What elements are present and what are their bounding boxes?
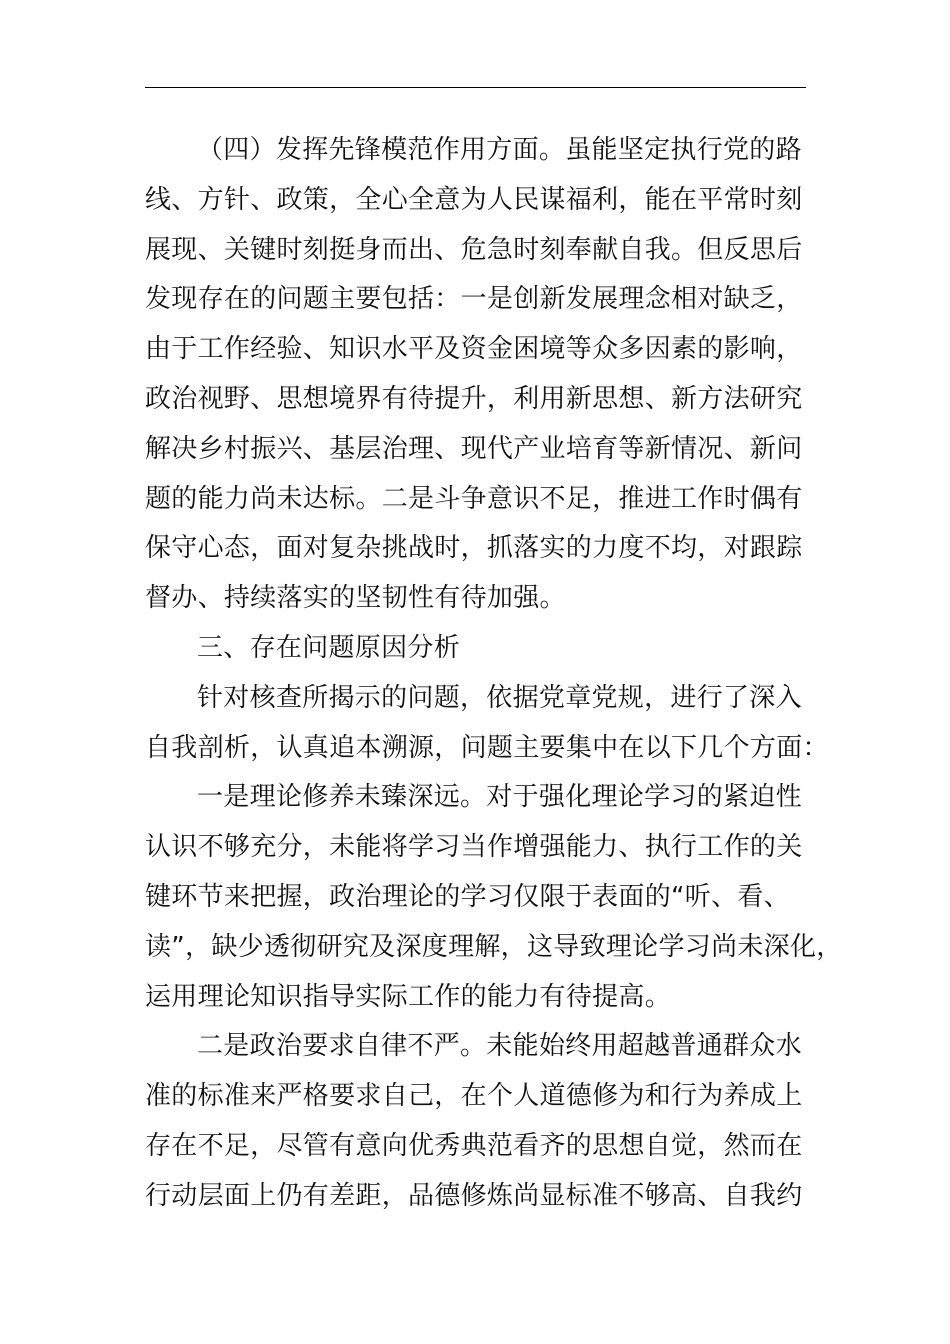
- para-line: 存在不足，尽管有意向优秀典范看齐的思想自觉，然而在: [145, 1130, 803, 1161]
- para-line: 政治视野、思想境界有待提升，利用新思想、新方法研究: [145, 383, 803, 414]
- para-line: 一是理论修养未臻深远。对于强化理论学习的紧迫性: [197, 782, 802, 813]
- para-line: 保守心态，面对复杂挑战时，抓落实的力度不均，对跟踪: [145, 533, 803, 564]
- header-rule: [145, 87, 806, 88]
- para-line: 解决乡村振兴、基层治理、现代产业培育等新情况、新问: [145, 433, 803, 464]
- para-line: 运用理论知识指导实际工作的能力有待提高。: [145, 981, 672, 1012]
- para-line: 督办、持续落实的坚韧性有待加强。: [145, 583, 566, 614]
- para-line: 发现存在的问题主要包括：一是创新发展理念相对缺乏，: [145, 284, 803, 315]
- para-line: 展现、关键时刻挺身而出、危急时刻奉献自我。但反思后: [145, 234, 803, 265]
- para-line: 由于工作经验、知识水平及资金困境等众多因素的影响，: [145, 334, 803, 365]
- para-line: 行动层面上仍有差距，品德修炼尚显标准不够高、自我约: [145, 1180, 803, 1211]
- para-line: 题的能力尚未达标。二是斗争意识不足，推进工作时偶有: [145, 483, 803, 514]
- para-line: 二是政治要求自律不严。未能始终用超越普通群众水: [197, 1031, 802, 1062]
- para-line: 针对核查所揭示的问题，依据党章党规，进行了深入: [197, 682, 802, 713]
- para-line: 读”，缺少透彻研究及深度理解，这导致理论学习尚未深化，: [145, 931, 843, 962]
- para-line: 键环节来把握，政治理论的学习仅限于表面的“听、看、: [145, 881, 790, 912]
- para-line: （四）发挥先锋模范作用方面。虽能坚定执行党的路: [197, 135, 802, 165]
- body-text: [145, 126, 843, 1222]
- para-line: 认识不够充分，未能将学习当作增强能力、执行工作的关: [145, 832, 803, 863]
- para-line: 自我剖析，认真追本溯源，问题主要集中在以下几个方面：: [145, 732, 829, 763]
- para-line: 线、方针、政策，全心全意为人民谋福利，能在平常时刻: [145, 184, 803, 215]
- section-heading: 三、存在问题原因分析: [197, 632, 461, 663]
- para-line: 准的标准来严格要求自己，在个人道德修为和行为养成上: [145, 1081, 803, 1112]
